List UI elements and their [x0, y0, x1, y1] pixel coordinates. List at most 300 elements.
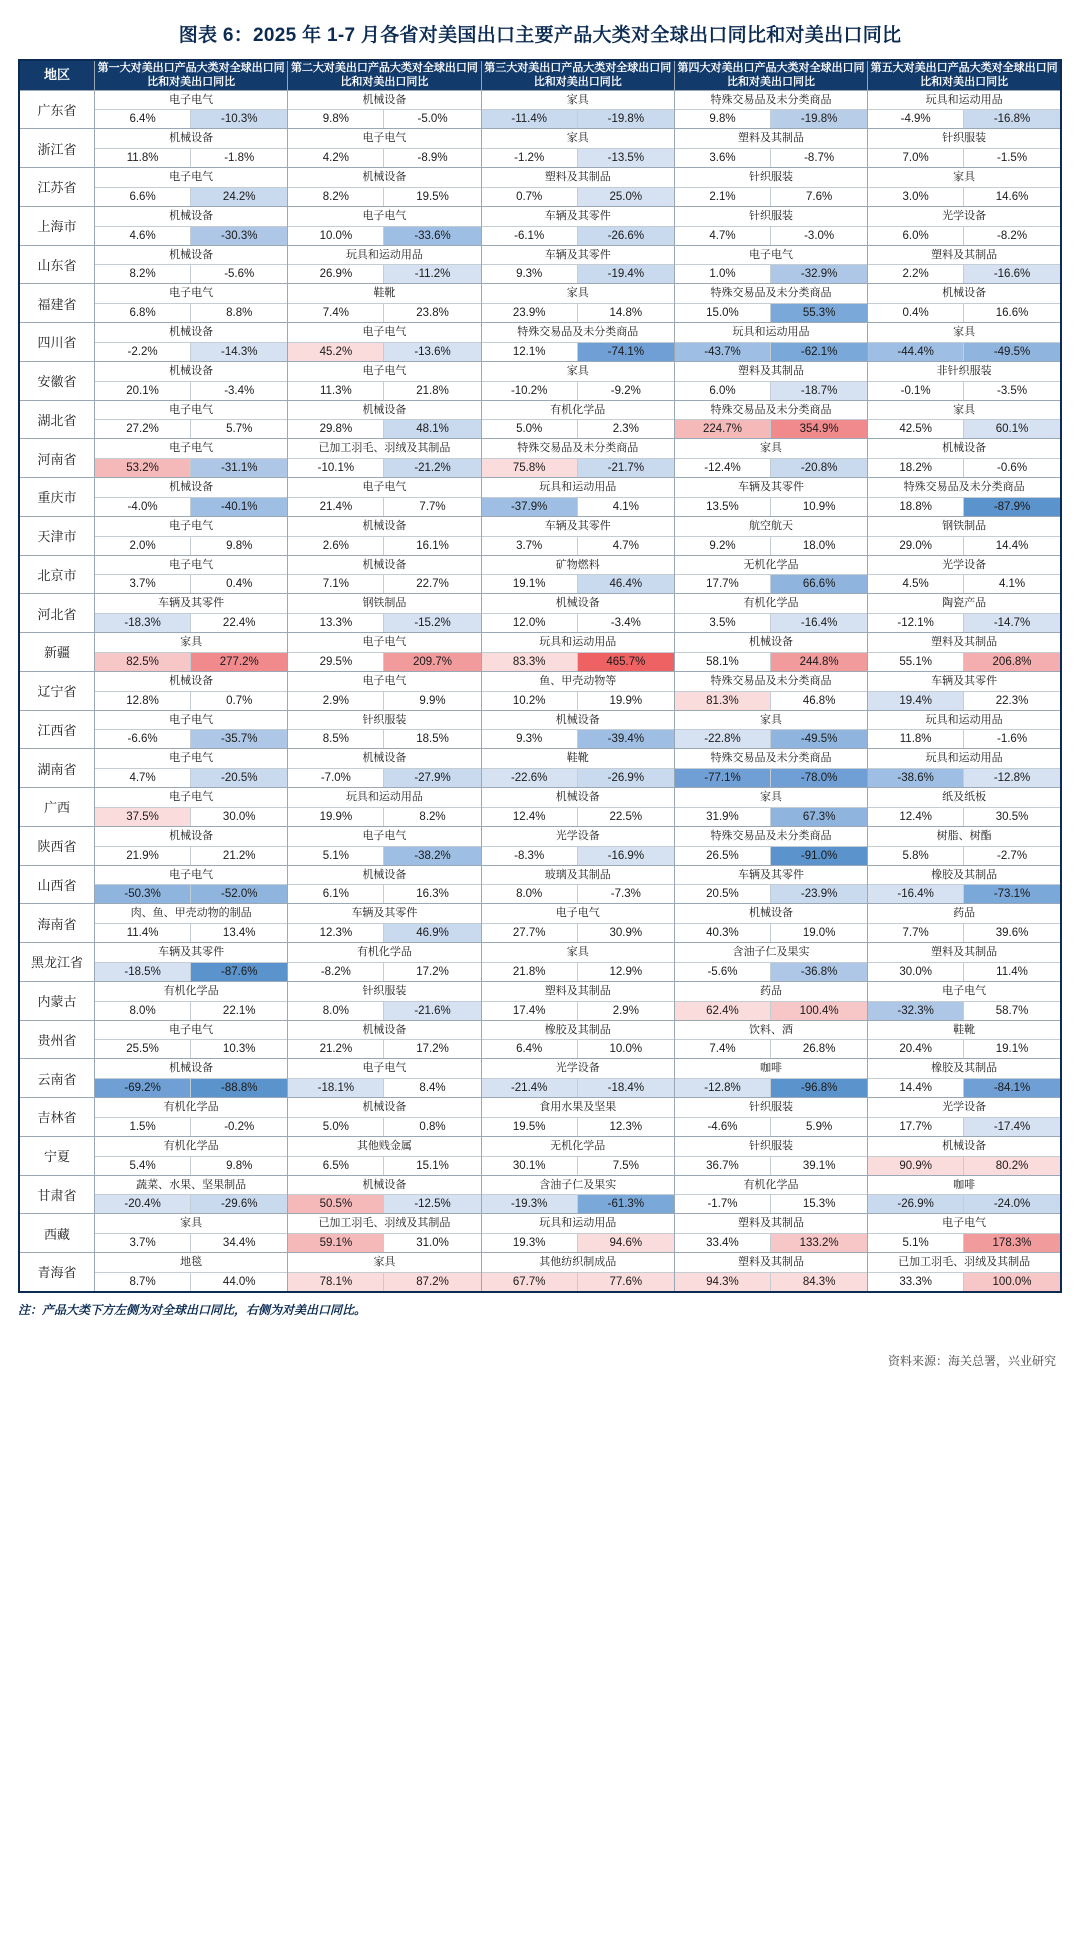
product-cell — [481, 439, 674, 478]
us-export-yoy: -21.2% — [384, 459, 480, 477]
product-category-label: 机械设备 — [95, 207, 287, 227]
us-export-yoy: -88.8% — [191, 1079, 287, 1097]
table-row — [19, 323, 1061, 362]
region-name: 西藏 — [19, 1214, 95, 1253]
value-pair — [95, 885, 287, 903]
global-export-yoy: 6.1% — [288, 885, 384, 903]
value-pair — [95, 1273, 287, 1291]
global-export-yoy: 2.1% — [675, 188, 771, 206]
product-cell — [674, 1136, 867, 1175]
us-export-yoy: 133.2% — [771, 1234, 867, 1252]
us-export-yoy: -30.3% — [191, 227, 287, 245]
us-export-yoy: 21.8% — [384, 382, 480, 400]
value-pair — [288, 459, 480, 477]
us-export-yoy: 87.2% — [384, 1273, 480, 1291]
product-cell — [288, 439, 481, 478]
global-export-yoy: -0.1% — [868, 382, 964, 400]
value-pair — [482, 110, 674, 128]
us-export-yoy: -61.3% — [578, 1195, 674, 1213]
product-cell — [481, 1175, 674, 1214]
global-export-yoy: 9.3% — [482, 730, 578, 748]
value-pair — [868, 498, 1060, 516]
value-pair — [288, 188, 480, 206]
us-export-yoy: 8.8% — [191, 304, 287, 322]
product-category-label: 饮料、酒 — [675, 1021, 867, 1041]
product-category-label: 特殊交易品及未分类商品 — [675, 91, 867, 111]
product-cell — [868, 1175, 1061, 1214]
global-export-yoy: 62.4% — [675, 1002, 771, 1020]
region-name: 安徽省 — [19, 361, 95, 400]
global-export-yoy: -43.7% — [675, 343, 771, 361]
global-export-yoy: 29.0% — [868, 537, 964, 555]
product-category-label: 鱼、甲壳动物等 — [482, 672, 674, 692]
global-export-yoy: -50.3% — [95, 885, 191, 903]
global-export-yoy: 78.1% — [288, 1273, 384, 1291]
table-row — [19, 788, 1061, 827]
product-cell — [481, 1136, 674, 1175]
us-export-yoy: 22.1% — [191, 1002, 287, 1020]
us-export-yoy: 100.0% — [964, 1273, 1060, 1291]
table-row — [19, 1253, 1061, 1292]
product-cell — [674, 168, 867, 207]
product-cell — [95, 981, 288, 1020]
product-cell — [868, 206, 1061, 245]
us-export-yoy: 4.1% — [964, 575, 1060, 593]
region-name: 河南省 — [19, 439, 95, 478]
us-export-yoy: -20.8% — [771, 459, 867, 477]
product-category-label: 电子电气 — [868, 1214, 1060, 1234]
global-export-yoy: 3.6% — [675, 149, 771, 167]
product-category-label: 非针织服装 — [868, 362, 1060, 382]
table-row — [19, 284, 1061, 323]
value-pair — [482, 963, 674, 981]
value-pair — [482, 730, 674, 748]
product-cell — [95, 865, 288, 904]
column-header-cat2: 第二大对美出口产品大类对全球出口同比和对美出口同比 — [288, 60, 481, 90]
us-export-yoy: 11.4% — [964, 963, 1060, 981]
value-pair — [288, 575, 480, 593]
global-export-yoy: 58.1% — [675, 653, 771, 671]
product-cell — [868, 671, 1061, 710]
product-cell — [95, 1214, 288, 1253]
product-category-label: 机械设备 — [95, 246, 287, 266]
us-export-yoy: -49.5% — [964, 343, 1060, 361]
value-pair — [868, 924, 1060, 942]
us-export-yoy: 21.2% — [191, 847, 287, 865]
value-pair — [482, 265, 674, 283]
global-export-yoy: 5.0% — [288, 1118, 384, 1136]
product-category-label: 车辆及其零件 — [482, 246, 674, 266]
product-category-label: 机械设备 — [288, 1176, 480, 1196]
product-cell — [288, 323, 481, 362]
us-export-yoy: 244.8% — [771, 653, 867, 671]
global-export-yoy: -12.8% — [675, 1079, 771, 1097]
us-export-yoy: -23.9% — [771, 885, 867, 903]
value-pair — [868, 1002, 1060, 1020]
us-export-yoy: 465.7% — [578, 653, 674, 671]
value-pair — [95, 188, 287, 206]
us-export-yoy: 55.3% — [771, 304, 867, 322]
value-pair — [482, 1234, 674, 1252]
product-category-label: 机械设备 — [482, 711, 674, 731]
product-cell — [674, 788, 867, 827]
global-export-yoy: 12.3% — [288, 924, 384, 942]
value-pair — [95, 149, 287, 167]
value-pair — [482, 188, 674, 206]
product-cell — [95, 361, 288, 400]
us-export-yoy: -78.0% — [771, 769, 867, 787]
global-export-yoy: 11.3% — [288, 382, 384, 400]
us-export-yoy: -38.2% — [384, 847, 480, 865]
us-export-yoy: -1.6% — [964, 730, 1060, 748]
table-row — [19, 594, 1061, 633]
us-export-yoy: -52.0% — [191, 885, 287, 903]
value-pair — [482, 1157, 674, 1175]
global-export-yoy: 12.0% — [482, 614, 578, 632]
global-export-yoy: 10.0% — [288, 227, 384, 245]
us-export-yoy: 19.5% — [384, 188, 480, 206]
us-export-yoy: 23.8% — [384, 304, 480, 322]
product-cell — [288, 633, 481, 672]
us-export-yoy: 209.7% — [384, 653, 480, 671]
global-export-yoy: 6.0% — [868, 227, 964, 245]
product-category-label: 家具 — [482, 284, 674, 304]
region-name: 辽宁省 — [19, 671, 95, 710]
product-category-label: 电子电气 — [288, 129, 480, 149]
value-pair — [868, 1195, 1060, 1213]
value-pair — [675, 808, 867, 826]
product-cell — [868, 555, 1061, 594]
us-export-yoy: 206.8% — [964, 653, 1060, 671]
global-export-yoy: 14.4% — [868, 1079, 964, 1097]
global-export-yoy: 40.3% — [675, 924, 771, 942]
product-category-label: 机械设备 — [288, 749, 480, 769]
product-category-label: 机械设备 — [675, 904, 867, 924]
value-pair — [95, 1157, 287, 1175]
column-header-cat3: 第三大对美出口产品大类对全球出口同比和对美出口同比 — [481, 60, 674, 90]
global-export-yoy: 29.5% — [288, 653, 384, 671]
product-cell — [674, 206, 867, 245]
table-row — [19, 478, 1061, 517]
global-export-yoy: 45.2% — [288, 343, 384, 361]
global-export-yoy: 2.6% — [288, 537, 384, 555]
value-pair — [288, 343, 480, 361]
product-cell — [868, 361, 1061, 400]
product-cell — [868, 1098, 1061, 1137]
region-name: 新疆 — [19, 633, 95, 672]
value-pair — [288, 537, 480, 555]
table-row — [19, 710, 1061, 749]
product-category-label: 电子电气 — [482, 904, 674, 924]
us-export-yoy: -19.4% — [578, 265, 674, 283]
value-pair — [868, 1040, 1060, 1058]
product-category-label: 钢铁制品 — [868, 517, 1060, 537]
product-cell — [95, 1059, 288, 1098]
value-pair — [288, 304, 480, 322]
product-category-label: 纸及纸板 — [868, 788, 1060, 808]
us-export-yoy: -16.4% — [771, 614, 867, 632]
global-export-yoy: -4.6% — [675, 1118, 771, 1136]
product-category-label: 其他纺织制成品 — [482, 1253, 674, 1273]
value-pair — [288, 1118, 480, 1136]
product-cell — [95, 1098, 288, 1137]
product-category-label: 塑料及其制品 — [868, 246, 1060, 266]
us-export-yoy: 26.8% — [771, 1040, 867, 1058]
us-export-yoy: -16.9% — [578, 847, 674, 865]
region-name: 上海市 — [19, 206, 95, 245]
product-category-label: 塑料及其制品 — [868, 943, 1060, 963]
value-pair — [675, 1040, 867, 1058]
value-pair — [95, 459, 287, 477]
product-category-label: 机械设备 — [95, 1059, 287, 1079]
product-category-label: 电子电气 — [95, 284, 287, 304]
global-export-yoy: -6.6% — [95, 730, 191, 748]
table-row — [19, 168, 1061, 207]
table-row — [19, 865, 1061, 904]
table-note: 注：产品大类下方左侧为对全球出口同比，右侧为对美出口同比。 — [18, 1302, 367, 1317]
value-pair — [288, 265, 480, 283]
us-export-yoy: 19.0% — [771, 924, 867, 942]
product-category-label: 光学设备 — [868, 1098, 1060, 1118]
global-export-yoy: 8.0% — [288, 1002, 384, 1020]
value-pair — [868, 885, 1060, 903]
global-export-yoy: 8.0% — [482, 885, 578, 903]
value-pair — [675, 227, 867, 245]
value-pair — [868, 537, 1060, 555]
product-category-label: 机械设备 — [288, 401, 480, 421]
global-export-yoy: 2.2% — [868, 265, 964, 283]
global-export-yoy: 5.8% — [868, 847, 964, 865]
product-category-label: 家具 — [868, 401, 1060, 421]
region-name: 北京市 — [19, 555, 95, 594]
global-export-yoy: 21.8% — [482, 963, 578, 981]
column-header-region: 地区 — [19, 60, 95, 90]
global-export-yoy: -4.9% — [868, 110, 964, 128]
product-category-label: 有机化学品 — [675, 1176, 867, 1196]
value-pair — [482, 498, 674, 516]
product-category-label: 机械设备 — [95, 827, 287, 847]
value-pair — [868, 1273, 1060, 1291]
global-export-yoy: 90.9% — [868, 1157, 964, 1175]
product-cell — [868, 400, 1061, 439]
value-pair — [482, 149, 674, 167]
region-name: 内蒙古 — [19, 981, 95, 1020]
product-cell — [95, 90, 288, 129]
value-pair — [868, 1118, 1060, 1136]
us-export-yoy: -49.5% — [771, 730, 867, 748]
global-export-yoy: 31.9% — [675, 808, 771, 826]
product-cell — [481, 206, 674, 245]
product-category-label: 家具 — [95, 1214, 287, 1234]
global-export-yoy: -21.4% — [482, 1079, 578, 1097]
product-category-label: 玩具和运动用品 — [288, 788, 480, 808]
product-category-label: 电子电气 — [95, 866, 287, 886]
global-export-yoy: -22.6% — [482, 769, 578, 787]
product-category-label: 电子电气 — [95, 749, 287, 769]
global-export-yoy: 10.2% — [482, 692, 578, 710]
global-export-yoy: -7.0% — [288, 769, 384, 787]
product-cell — [868, 516, 1061, 555]
product-category-label: 电子电气 — [288, 827, 480, 847]
us-export-yoy: -27.9% — [384, 769, 480, 787]
region-name: 河北省 — [19, 594, 95, 633]
table-row — [19, 633, 1061, 672]
us-export-yoy: -20.5% — [191, 769, 287, 787]
product-category-label: 家具 — [675, 439, 867, 459]
product-cell — [95, 943, 288, 982]
product-category-label: 陶瓷产品 — [868, 594, 1060, 614]
global-export-yoy: 11.8% — [95, 149, 191, 167]
product-category-label: 特殊交易品及未分类商品 — [868, 478, 1060, 498]
table-row — [19, 206, 1061, 245]
value-pair — [675, 730, 867, 748]
value-pair — [482, 1118, 674, 1136]
value-pair — [95, 1079, 287, 1097]
value-pair — [868, 1079, 1060, 1097]
value-pair — [868, 110, 1060, 128]
us-export-yoy: 8.2% — [384, 808, 480, 826]
product-category-label: 特殊交易品及未分类商品 — [675, 827, 867, 847]
value-pair — [95, 1234, 287, 1252]
value-pair — [288, 692, 480, 710]
us-export-yoy: 77.6% — [578, 1273, 674, 1291]
value-pair — [675, 1273, 867, 1291]
us-export-yoy: 48.1% — [384, 420, 480, 438]
value-pair — [868, 847, 1060, 865]
product-category-label: 鞋靴 — [868, 1021, 1060, 1041]
global-export-yoy: 3.0% — [868, 188, 964, 206]
us-export-yoy: 7.5% — [578, 1157, 674, 1175]
global-export-yoy: 8.2% — [288, 188, 384, 206]
product-category-label: 家具 — [868, 323, 1060, 343]
region-name: 宁夏 — [19, 1136, 95, 1175]
value-pair — [675, 498, 867, 516]
us-export-yoy: -13.6% — [384, 343, 480, 361]
product-category-label: 咖啡 — [868, 1176, 1060, 1196]
product-category-label: 玩具和运动用品 — [288, 246, 480, 266]
product-category-label: 机械设备 — [288, 1021, 480, 1041]
product-category-label: 肉、鱼、甲壳动物的制品 — [95, 904, 287, 924]
product-category-label: 机械设备 — [288, 866, 480, 886]
product-cell — [288, 1253, 481, 1292]
us-export-yoy: -5.6% — [191, 265, 287, 283]
product-cell — [481, 710, 674, 749]
us-export-yoy: -19.8% — [771, 110, 867, 128]
global-export-yoy: 4.7% — [675, 227, 771, 245]
us-export-yoy: 25.0% — [578, 188, 674, 206]
global-export-yoy: 6.8% — [95, 304, 191, 322]
us-export-yoy: -8.7% — [771, 149, 867, 167]
product-category-label: 机械设备 — [482, 788, 674, 808]
global-export-yoy: -26.9% — [868, 1195, 964, 1213]
us-export-yoy: 14.8% — [578, 304, 674, 322]
global-export-yoy: 15.0% — [675, 304, 771, 322]
global-export-yoy: 8.7% — [95, 1273, 191, 1291]
table-row — [19, 555, 1061, 594]
product-cell — [95, 284, 288, 323]
us-export-yoy: 15.1% — [384, 1157, 480, 1175]
value-pair — [95, 847, 287, 865]
us-export-yoy: 22.3% — [964, 692, 1060, 710]
us-export-yoy: -26.6% — [578, 227, 674, 245]
value-pair — [675, 924, 867, 942]
global-export-yoy: -77.1% — [675, 769, 771, 787]
product-category-label: 玩具和运动用品 — [482, 633, 674, 653]
table-row — [19, 516, 1061, 555]
product-cell — [481, 516, 674, 555]
region-name: 浙江省 — [19, 129, 95, 168]
value-pair — [675, 265, 867, 283]
global-export-yoy: 26.9% — [288, 265, 384, 283]
global-export-yoy: 30.0% — [868, 963, 964, 981]
global-export-yoy: 8.2% — [95, 265, 191, 283]
global-export-yoy: 33.4% — [675, 1234, 771, 1252]
global-export-yoy: 6.6% — [95, 188, 191, 206]
value-pair — [95, 304, 287, 322]
us-export-yoy: 0.7% — [191, 692, 287, 710]
global-export-yoy: -19.3% — [482, 1195, 578, 1213]
global-export-yoy: 0.4% — [868, 304, 964, 322]
us-export-yoy: 16.1% — [384, 537, 480, 555]
value-pair — [95, 653, 287, 671]
product-cell — [674, 865, 867, 904]
product-category-label: 针织服装 — [868, 129, 1060, 149]
value-pair — [868, 343, 1060, 361]
value-pair — [482, 304, 674, 322]
product-cell — [674, 129, 867, 168]
product-cell — [288, 555, 481, 594]
product-category-label: 玻璃及其制品 — [482, 866, 674, 886]
value-pair — [482, 382, 674, 400]
value-pair — [675, 963, 867, 981]
product-category-label: 特殊交易品及未分类商品 — [482, 439, 674, 459]
global-export-yoy: 6.0% — [675, 382, 771, 400]
product-cell — [95, 826, 288, 865]
us-export-yoy: 4.7% — [578, 537, 674, 555]
product-category-label: 电子电气 — [95, 1021, 287, 1041]
region-name: 青海省 — [19, 1253, 95, 1292]
global-export-yoy: 9.3% — [482, 265, 578, 283]
product-cell — [481, 594, 674, 633]
us-export-yoy: 22.5% — [578, 808, 674, 826]
product-cell — [868, 865, 1061, 904]
us-export-yoy: 30.5% — [964, 808, 1060, 826]
product-cell — [868, 943, 1061, 982]
us-export-yoy: 16.3% — [384, 885, 480, 903]
value-pair — [675, 575, 867, 593]
product-cell — [868, 1059, 1061, 1098]
product-category-label: 针织服装 — [675, 1098, 867, 1118]
global-export-yoy: -12.4% — [675, 459, 771, 477]
product-cell — [481, 478, 674, 517]
value-pair — [482, 692, 674, 710]
region-name: 云南省 — [19, 1059, 95, 1098]
product-cell — [868, 245, 1061, 284]
product-category-label: 药品 — [868, 904, 1060, 924]
value-pair — [482, 420, 674, 438]
global-export-yoy: -20.4% — [95, 1195, 191, 1213]
value-pair — [868, 769, 1060, 787]
value-pair — [482, 537, 674, 555]
product-cell — [95, 904, 288, 943]
product-category-label: 针织服装 — [675, 168, 867, 188]
product-cell — [288, 788, 481, 827]
product-category-label: 光学设备 — [482, 1059, 674, 1079]
us-export-yoy: -18.4% — [578, 1079, 674, 1097]
us-export-yoy: 66.6% — [771, 575, 867, 593]
product-cell — [868, 323, 1061, 362]
value-pair — [95, 382, 287, 400]
